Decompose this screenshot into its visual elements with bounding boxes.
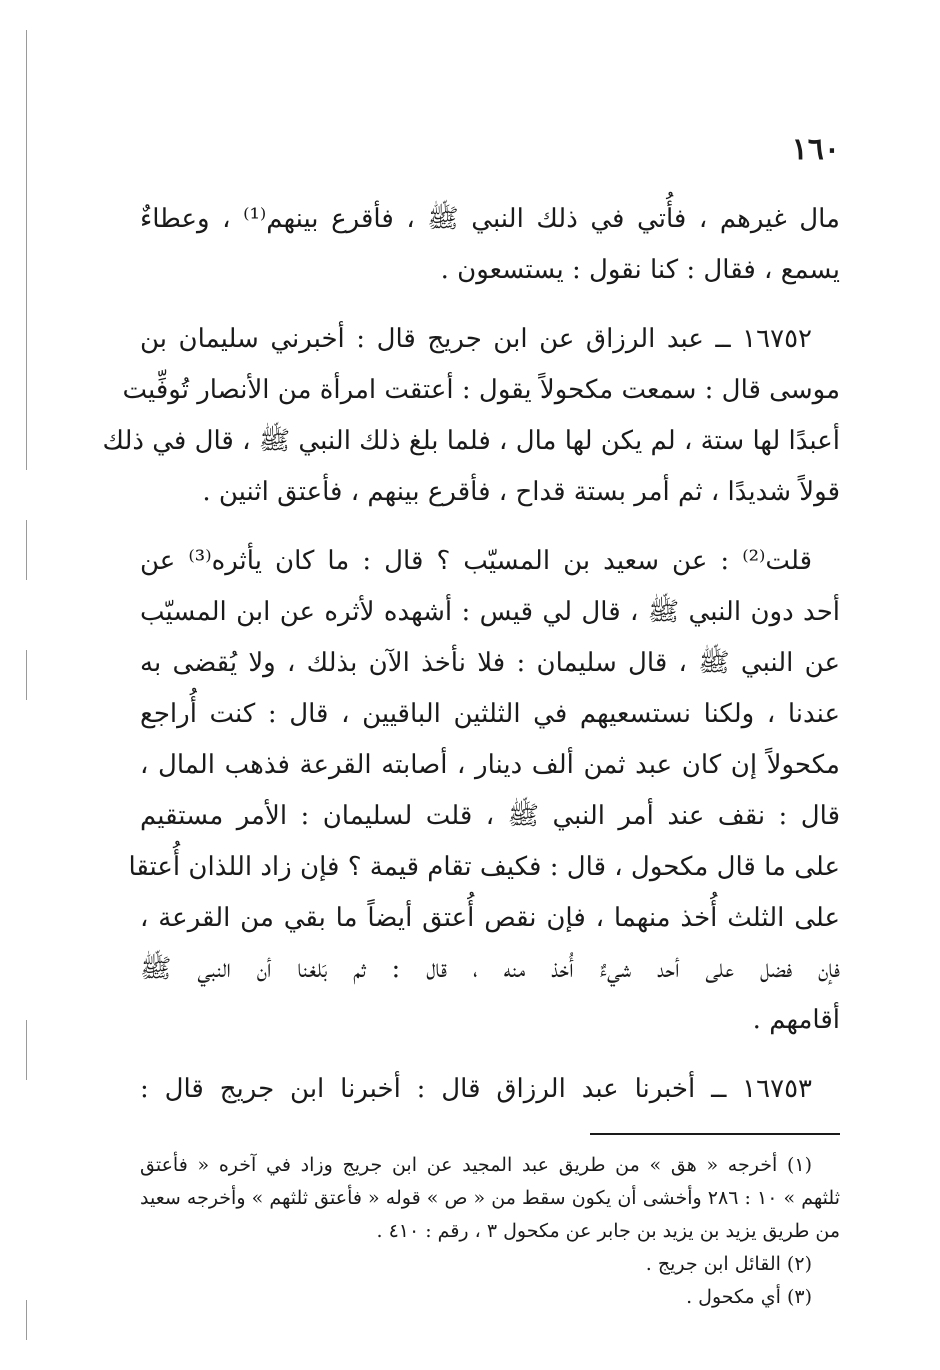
text-line: عندنا ، ولكنا نستسعيهم في الثلثين الباقيين ، قال : كنت أُراجع [140, 699, 840, 729]
left-margin-line-top [26, 30, 27, 470]
text-line: قلت⁽²⁾ : عن سعيد بن المسيّب ؟ قال : ما كان يأثره⁽³⁾ عن [140, 546, 812, 576]
text-line: موسى قال : سمعت مكحولاً يقول : أعتقت امرأة من الأنصار تُوفِّيت [122, 375, 840, 405]
text-line: عن النبي ﷺ ، قال سليمان : فلا نأخذ الآن بذلك ، ولا يُقضى به [140, 648, 840, 678]
left-margin-line-mid2 [26, 650, 27, 700]
text-line: أحد دون النبي ﷺ ، قال لي قيس : أشهده لأثره عن ابن المسيّب [140, 597, 840, 627]
footnote-3 [140, 1281, 840, 1314]
text-line: ١٦٧٥٣ ــ أخبرنا عبد الرزاق قال : أخبرنا ابن جريج قال : [140, 1074, 812, 1104]
paragraph-hadith-16753 [140, 1064, 840, 1115]
left-margin-line-mid3 [26, 1020, 27, 1080]
footnote-line: (٢) القائل ابن جريج . [645, 1253, 812, 1275]
page-number: ١٦٠ [791, 132, 840, 167]
text-line: ١٦٧٥٢ ــ عبد الرزاق عن ابن جريج قال : أخبرني سليمان بن [140, 324, 812, 354]
text-line: على ما قال مكحول ، قال : فكيف تقام قيمة ؟ فإن زاد اللذان أُعتقا [128, 852, 840, 882]
footnote-1 [140, 1149, 840, 1248]
paragraph-3 [128, 536, 840, 1046]
footnote-2 [140, 1248, 840, 1281]
footnote-line: ثلثهم » ١٠ : ٢٨٦ وأخشى أن يكون سقط من « ص » قوله « فأعتق ثلثهم » وأخرجه سعيد [140, 1187, 840, 1209]
text-line: على الثلث أُخذ منهما ، فإن نقص أُعتق أيضاً ما بقي من القرعة ، [140, 903, 840, 933]
left-margin-line-mid [26, 520, 27, 580]
footnote-line: من طريق يزيد بن يزيد بن جابر عن مكحول ٣ ، رقم : ٤١٠ . [376, 1220, 840, 1242]
text-line: يسمع ، فقال : كنا نقول : يستسعون . [440, 255, 840, 285]
text-line: أقامهم . [752, 1005, 840, 1035]
footnotes [140, 1149, 840, 1314]
text-line: أعبدًا لها ستة ، لم يكن لها مال ، فلما بلغ ذلك النبي ﷺ ، قال في ذلك [102, 426, 840, 456]
footnote-line: (٣) أي مكحول . [686, 1286, 812, 1308]
paragraph-1 [140, 194, 840, 296]
left-margin-line-bottom [26, 1300, 27, 1340]
footnote-line: (١) أخرجه « هق » من طريق عبد المجيد عن ابن جريج وزاد في آخره « فأعتق [140, 1154, 812, 1176]
text-line: قال : نقف عند أمر النبي ﷺ ، قلت لسليمان : الأمر مستقيم [140, 801, 840, 831]
book-page [102, 130, 840, 1314]
paragraph-hadith-16752 [102, 314, 840, 518]
text-line: فإن فضل على أحد شيءٌ أُخذ منه ، قال : ثم بَلغنا أن النبي ﷺ [140, 954, 840, 984]
footnote-divider [590, 1133, 840, 1135]
text-line: مال غيرهم ، فأُتي في ذلك النبي ﷺ ، فأقرع بينهم⁽¹⁾ ، وعطاءٌ [140, 204, 840, 234]
text-line: مكحولاً إن كان عبد ثمن ألف دينار ، أصابته القرعة فذهب المال ، [140, 750, 840, 780]
text-line: قولاً شديدًا ، ثم أمر بستة قداح ، فأقرع بينهم ، فأعتق اثنين . [202, 477, 840, 507]
